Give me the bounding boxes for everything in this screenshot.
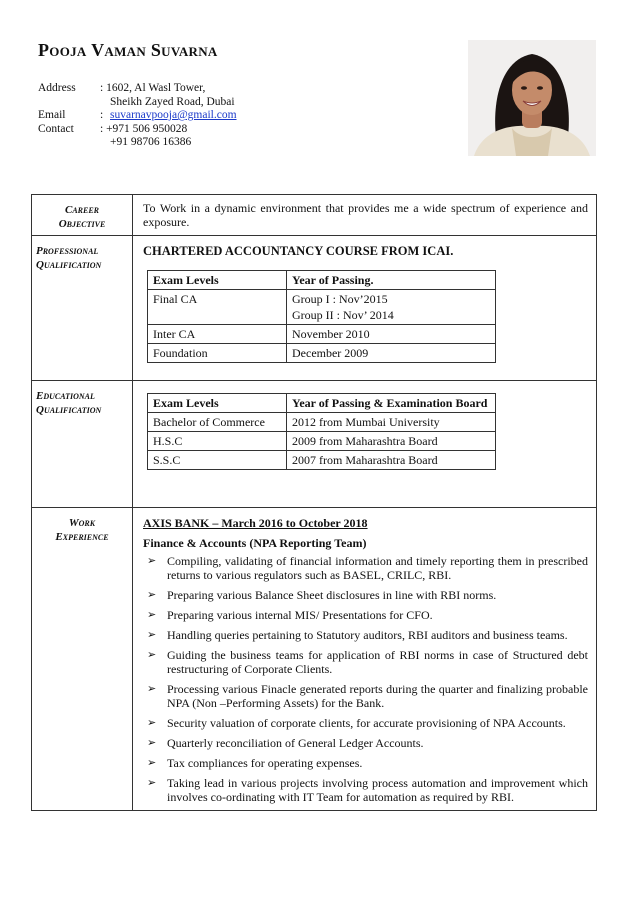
contact-block	[38, 82, 237, 150]
duty-text: Guiding the business teams for application of RBI norms in case of Structured debt restructuring of Corporate Clients.	[167, 648, 588, 676]
duty-text: Compiling, validating of financial information and timely reporting them in prescribed returns to various regulators such as BASEL, CRILC, RBI.	[167, 554, 588, 582]
list-item	[143, 608, 588, 622]
work-experience-row	[32, 508, 597, 811]
bullet-arrow-icon: ➢	[147, 588, 157, 601]
duty-text: Preparing various internal MIS/ Presentations for CFO.	[167, 608, 433, 622]
table-header-row: Exam Levels Year of Passing & Examination Board	[148, 394, 496, 413]
contact-row	[38, 123, 237, 137]
educational-qualification-label: Educational Qualification	[32, 381, 133, 508]
contact-line-2: +91 98706 16386	[110, 136, 192, 148]
bullet-arrow-icon: ➢	[147, 608, 157, 621]
list-item	[143, 554, 588, 582]
bullet-arrow-icon: ➢	[147, 736, 157, 749]
contact-label: Contact	[38, 122, 74, 135]
bullet-arrow-icon: ➢	[147, 756, 157, 769]
resume-table	[31, 194, 597, 811]
table-row: H.S.C 2009 from Maharashtra Board	[148, 432, 496, 451]
list-item	[143, 716, 588, 730]
work-experience-label: Work Experience	[32, 508, 133, 811]
duty-text: Tax compliances for operating expenses.	[167, 756, 363, 770]
professional-qualification-row	[32, 236, 597, 381]
bullet-arrow-icon: ➢	[147, 628, 157, 641]
duties-list	[143, 554, 588, 804]
bullet-arrow-icon: ➢	[147, 776, 157, 789]
list-item	[143, 682, 588, 710]
duty-text: Processing various Finacle generated reports during the quarter and finalizing probable NPA (Non –Performing Assets) for the Bank.	[167, 682, 588, 710]
email-row	[38, 109, 237, 123]
professional-qualification-label: Professional Qualification	[32, 236, 133, 381]
list-item	[143, 776, 588, 804]
address-label: Address	[38, 82, 76, 94]
email-label: Email	[38, 109, 66, 121]
contact-row-2	[38, 136, 237, 150]
address-line-1: : 1602, Al Wasl Tower,	[100, 82, 206, 94]
email-colon: :	[100, 109, 104, 121]
employer-heading: AXIS BANK – March 2016 to October 2018	[143, 516, 368, 530]
bullet-arrow-icon: ➢	[147, 682, 157, 695]
list-item	[143, 628, 588, 642]
duty-text: Security valuation of corporate clients, for accurate provisioning of NPA Accounts.	[167, 716, 566, 730]
table-row: S.S.C 2007 from Maharashtra Board	[148, 451, 496, 470]
address-row	[38, 82, 237, 96]
list-item	[143, 756, 588, 770]
address-row-2	[38, 96, 237, 110]
table-row: Final CA Group I : Nov’2015 Group II : Nov’ 2014	[148, 290, 496, 325]
table-row: Inter CA November 2010	[148, 325, 496, 344]
professional-qualification-title: CHARTERED ACCOUNTANCY COURSE FROM ICAI.	[143, 244, 454, 258]
duty-text: Preparing various Balance Sheet disclosures in line with RBI norms.	[167, 588, 497, 602]
list-item	[143, 588, 588, 602]
table-row: Bachelor of Commerce 2012 from Mumbai University	[148, 413, 496, 432]
career-objective-label: Career Objective	[32, 195, 133, 236]
team-heading: Finance & Accounts (NPA Reporting Team)	[143, 536, 367, 550]
educational-qualification-row	[32, 381, 597, 508]
list-item	[143, 736, 588, 750]
career-objective-text: To Work in a dynamic environment that provides me a wide spectrum of experience and exposure.	[143, 201, 588, 229]
table-row: Foundation December 2009	[148, 344, 496, 363]
duty-text: Taking lead in various projects involving process automation and improvement which involves co-ordinating with IT Team for automation as required by RBI.	[167, 776, 588, 804]
contact-line-1: : +971 506 950028	[100, 122, 188, 135]
candidate-name: Pooja Vaman Suvarna	[38, 40, 218, 60]
duty-text: Handling queries pertaining to Statutory auditors, RBI auditors and business teams.	[167, 628, 568, 642]
bullet-arrow-icon: ➢	[147, 648, 157, 661]
duty-text: Quarterly reconciliation of General Ledger Accounts.	[167, 736, 424, 750]
bullet-arrow-icon: ➢	[147, 554, 157, 567]
address-line-2: Sheikh Zayed Road, Dubai	[110, 95, 235, 108]
list-item	[143, 648, 588, 676]
career-objective-row	[32, 195, 597, 236]
professional-qualification-table	[147, 270, 496, 363]
email-link[interactable]: suvarnavpooja@gmail.com	[110, 109, 237, 121]
educational-qualification-table	[147, 393, 496, 470]
table-header-row: Exam Levels Year of Passing.	[148, 271, 496, 290]
bullet-arrow-icon: ➢	[147, 716, 157, 729]
profile-photo	[468, 40, 596, 156]
